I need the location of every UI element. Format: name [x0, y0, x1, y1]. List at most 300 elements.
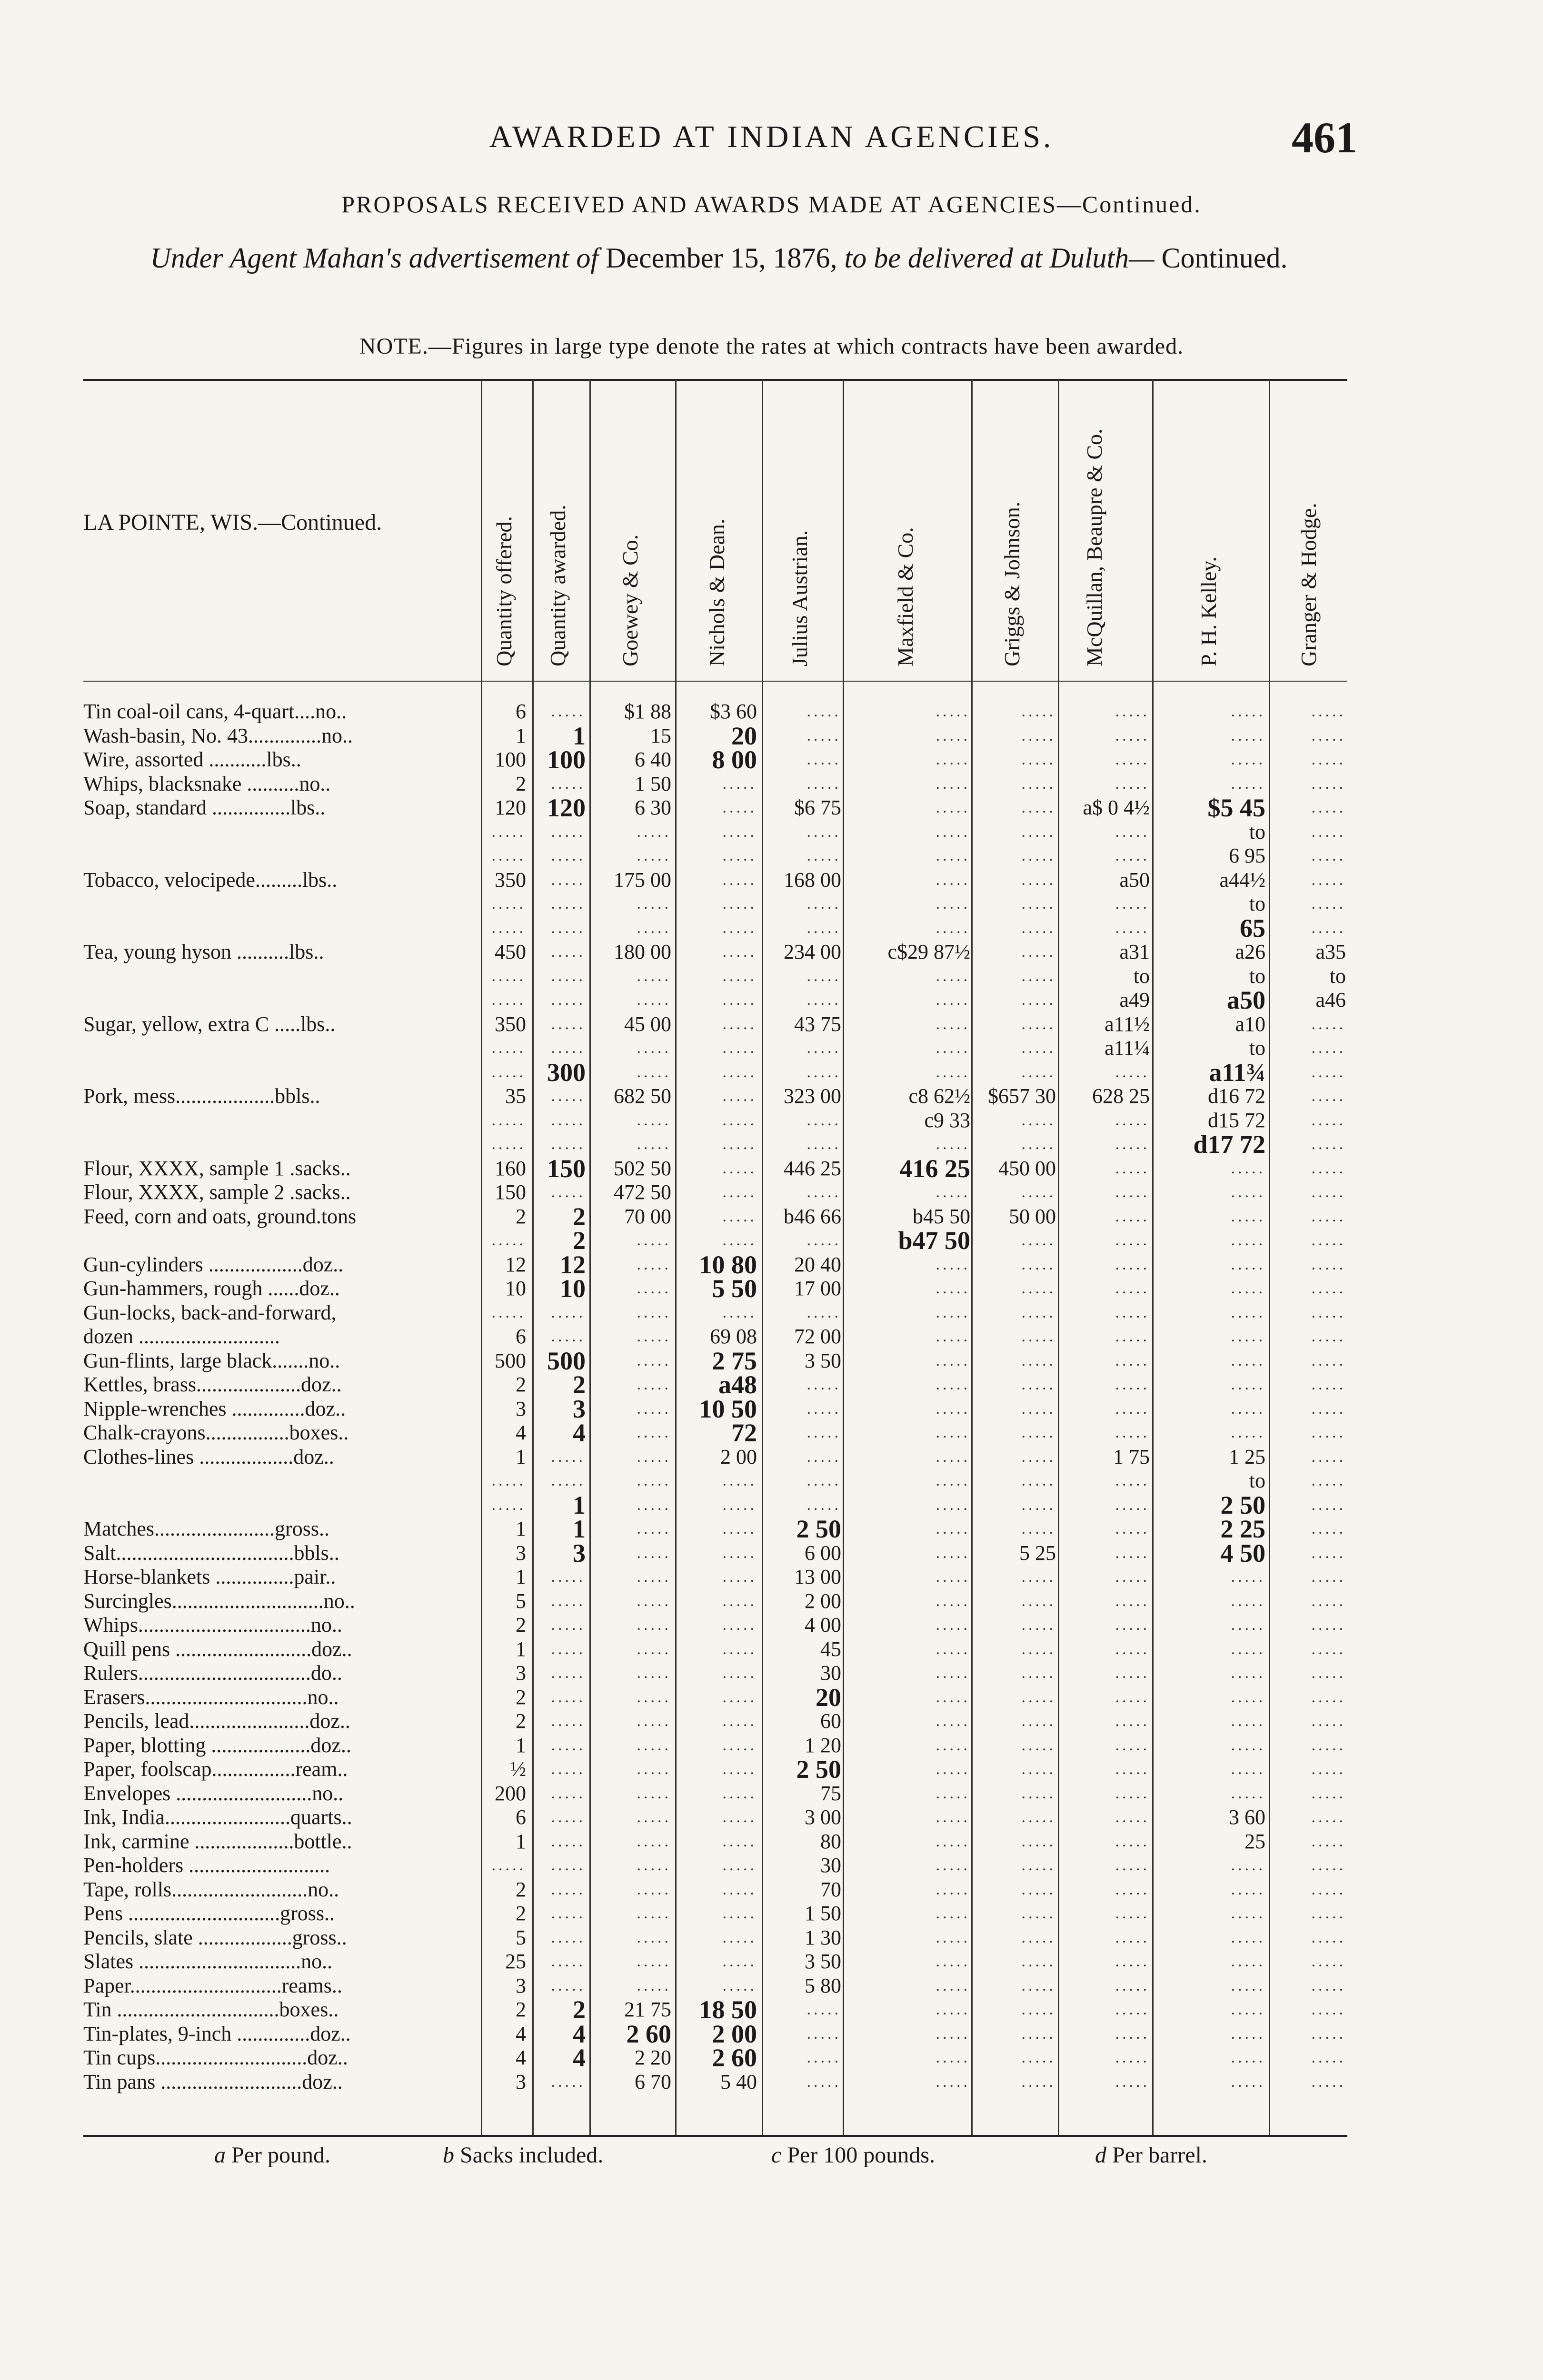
page-number: 461 — [1292, 113, 1357, 162]
table-cell: 416 25 — [899, 1154, 970, 1183]
empty-cell: ..... — [637, 1303, 671, 1321]
empty-cell: ..... — [637, 1351, 671, 1369]
empty-cell: ..... — [637, 1231, 671, 1249]
empty-cell: ..... — [1115, 1736, 1150, 1754]
table-cell: 1 — [516, 1565, 526, 1588]
table-row — [83, 1805, 1347, 1830]
empty-cell: ..... — [1311, 847, 1346, 864]
table-cell: 2 60 — [712, 2043, 757, 2072]
empty-cell: ..... — [551, 1784, 586, 1802]
empty-cell: ..... — [1021, 1015, 1056, 1033]
empty-cell: ..... — [637, 967, 671, 985]
empty-cell: ..... — [1311, 1328, 1346, 1345]
table-row — [83, 1613, 1347, 1637]
table-cell: $6 75 — [794, 796, 841, 819]
table-row — [83, 1370, 1347, 1399]
empty-cell: ..... — [1021, 1496, 1056, 1514]
page-header — [0, 113, 1543, 171]
empty-cell: ..... — [637, 1760, 671, 1778]
empty-cell: ..... — [637, 1832, 671, 1850]
table-cell: 446 25 — [784, 1156, 841, 1180]
table-cell: to — [1133, 964, 1150, 988]
table-cell: ½ — [510, 1757, 526, 1781]
table-row — [83, 1301, 1347, 1325]
empty-cell: ..... — [491, 1231, 526, 1249]
empty-cell: ..... — [1021, 1399, 1056, 1418]
table-cell: d17 72 — [1193, 1130, 1265, 1159]
table-cell: 45 — [820, 1637, 841, 1661]
empty-cell: ..... — [491, 847, 526, 864]
item-name: Slates ...............................no.. — [83, 1950, 333, 1973]
empty-cell: ..... — [491, 967, 526, 985]
empty-cell: ..... — [1021, 1255, 1056, 1273]
table-cell: 6 30 — [635, 796, 671, 819]
item-name: Pencils, lead.......................doz.. — [83, 1709, 350, 1733]
table-cell: 3 50 — [805, 1950, 841, 1973]
empty-cell: ..... — [1231, 1640, 1265, 1658]
empty-cell: ..... — [1231, 1760, 1265, 1778]
table-cell: 43 75 — [794, 1012, 841, 1036]
item-name: Tin pans ...........................doz.. — [83, 2070, 343, 2093]
table-cell: 2 50 — [1220, 1490, 1265, 1519]
item-name: Gun-flints, large black.......no.. — [83, 1349, 340, 1372]
item-name: Paper, foolscap................ream.. — [83, 1757, 348, 1781]
empty-cell: ..... — [936, 1880, 970, 1898]
table-row — [83, 772, 1347, 796]
empty-cell: ..... — [491, 1063, 526, 1081]
empty-cell: ..... — [806, 2049, 841, 2066]
empty-cell: ..... — [1311, 1808, 1346, 1826]
empty-cell: ..... — [1021, 895, 1056, 912]
empty-cell: ..... — [1231, 1880, 1265, 1898]
empty-cell: ..... — [1115, 726, 1150, 744]
empty-cell: ..... — [806, 847, 841, 864]
table-cell: $3 60 — [710, 700, 757, 723]
table-cell: 35 — [505, 1084, 526, 1108]
table-cell: 18 50 — [699, 1995, 757, 2024]
empty-cell: ..... — [1115, 1928, 1150, 1946]
empty-cell: ..... — [1021, 1760, 1056, 1778]
empty-cell: ..... — [806, 751, 841, 768]
empty-cell: ..... — [491, 1303, 526, 1321]
table-row — [83, 1346, 1347, 1375]
table-cell: 1 50 — [635, 772, 671, 795]
empty-cell: ..... — [936, 751, 970, 768]
empty-cell: ..... — [637, 1880, 671, 1898]
table-cell: 3 — [573, 1538, 586, 1567]
empty-cell: ..... — [1231, 1399, 1265, 1418]
empty-cell: ..... — [637, 847, 671, 864]
empty-cell: ..... — [722, 1568, 757, 1586]
empty-cell: ..... — [1115, 1856, 1150, 1874]
item-name: Horse-blankets ...............pair.. — [83, 1565, 336, 1588]
empty-cell: ..... — [1311, 1784, 1346, 1802]
empty-cell: ..... — [551, 847, 586, 864]
table-cell: 1 — [516, 724, 526, 747]
empty-cell: ..... — [1021, 1712, 1056, 1730]
table-cell: 6 — [516, 700, 526, 723]
empty-cell: ..... — [936, 823, 970, 841]
table-cell: 3 00 — [805, 1805, 841, 1829]
empty-cell: ..... — [551, 967, 586, 985]
table-cell: 180 00 — [614, 940, 671, 963]
empty-cell: ..... — [722, 1183, 757, 1201]
table-row — [83, 1274, 1347, 1303]
empty-cell: ..... — [491, 1111, 526, 1129]
item-name: Tin-plates, 9-inch ..............doz.. — [83, 2022, 351, 2045]
empty-cell: ..... — [1311, 1015, 1346, 1033]
empty-cell: ..... — [637, 1616, 671, 1634]
empty-cell: ..... — [551, 1568, 586, 1586]
table-cell: 2 — [516, 1685, 526, 1709]
empty-cell: ..... — [722, 1640, 757, 1658]
table-cell: 2 00 — [805, 1589, 841, 1613]
table-row — [83, 1418, 1347, 1447]
empty-cell: ..... — [1021, 1111, 1056, 1129]
item-name: Whips.................................no.. — [83, 1613, 342, 1636]
table-cell: a10 — [1235, 1012, 1265, 1036]
item-name: Surcingles.............................no.. — [83, 1589, 355, 1613]
item-name: Tin coal-oil cans, 4-quart....no.. — [83, 700, 347, 723]
table-cell: a48 — [718, 1370, 757, 1399]
table-row — [83, 1250, 1347, 1279]
table-cell: 69 08 — [710, 1325, 757, 1348]
empty-cell: ..... — [1311, 1376, 1346, 1393]
table-row — [83, 1132, 1347, 1157]
table-cell: to — [1249, 1036, 1265, 1060]
empty-cell: ..... — [1311, 1736, 1346, 1754]
empty-cell: ..... — [1231, 726, 1265, 744]
empty-cell: ..... — [806, 895, 841, 912]
section-label: LA POINTE, WIS.—Continued. — [83, 510, 382, 535]
empty-cell: ..... — [1231, 2024, 1265, 2043]
item-name: Pens .............................gross.. — [83, 1902, 335, 1925]
empty-cell: ..... — [1021, 1664, 1056, 1682]
empty-cell: ..... — [491, 991, 526, 1009]
table-cell: 2 60 — [626, 2019, 671, 2048]
empty-cell: ..... — [722, 1207, 757, 1225]
empty-cell: ..... — [806, 1496, 841, 1514]
empty-cell: ..... — [551, 1303, 586, 1321]
table-cell: 2 — [516, 1877, 526, 1901]
empty-cell: ..... — [1311, 1856, 1346, 1874]
empty-cell: ..... — [1021, 1976, 1056, 1994]
table-row — [83, 1180, 1347, 1205]
empty-cell: ..... — [936, 2073, 970, 2091]
table-cell: 120 — [495, 796, 526, 819]
table-row — [83, 1325, 1347, 1349]
empty-cell: ..... — [551, 1904, 586, 1922]
table-row — [83, 1469, 1347, 1493]
empty-cell: ..... — [637, 1568, 671, 1586]
table-cell: 502 50 — [614, 1156, 671, 1180]
table-cell: 3 — [516, 1661, 526, 1685]
empty-cell: ..... — [806, 1303, 841, 1321]
empty-cell: ..... — [551, 1688, 586, 1706]
empty-cell: ..... — [1231, 1736, 1265, 1754]
empty-cell: ..... — [1311, 1520, 1346, 1537]
empty-cell: ..... — [936, 1039, 970, 1057]
table-cell: 2 — [516, 1613, 526, 1636]
table-cell: 5 — [516, 1925, 526, 1949]
empty-cell: ..... — [722, 1976, 757, 1994]
empty-cell: ..... — [491, 823, 526, 841]
table-cell: 628 25 — [1092, 1084, 1150, 1108]
table-cell: 10 50 — [699, 1394, 757, 1423]
table-row — [83, 2019, 1347, 2048]
empty-cell: ..... — [1021, 2049, 1056, 2066]
item-name: Matches.......................gross.. — [83, 1517, 329, 1540]
advert-date: December 15, 1876, — [606, 242, 837, 274]
empty-cell: ..... — [936, 1808, 970, 1826]
advert-suffix: Continued. — [1161, 242, 1288, 274]
table-cell: $657 30 — [988, 1084, 1056, 1108]
empty-cell: ..... — [936, 1736, 970, 1754]
empty-cell: ..... — [1021, 1688, 1056, 1706]
empty-cell: ..... — [551, 1832, 586, 1850]
empty-cell: ..... — [1311, 1976, 1346, 1994]
empty-cell: ..... — [1115, 1496, 1150, 1514]
table-cell: 2 — [516, 1902, 526, 1925]
empty-cell: ..... — [1115, 1183, 1150, 1201]
table-cell: 20 — [816, 1683, 841, 1712]
item-name: Chalk-crayons................boxes.. — [83, 1421, 349, 1444]
empty-cell: ..... — [1231, 1328, 1265, 1345]
table-cell: to — [1249, 892, 1265, 915]
empty-cell: ..... — [637, 1928, 671, 1946]
table-cell: a11¾ — [1209, 1058, 1265, 1087]
table-row — [83, 2043, 1347, 2072]
empty-cell: ..... — [936, 726, 970, 744]
empty-cell: ..... — [1231, 1231, 1265, 1249]
empty-cell: ..... — [551, 1953, 586, 1970]
empty-cell: ..... — [1021, 1328, 1056, 1345]
table-cell: 5 80 — [805, 1973, 841, 1997]
empty-cell: ..... — [637, 1496, 671, 1514]
table-cell: 1 20 — [805, 1733, 841, 1757]
empty-cell: ..... — [1115, 1568, 1150, 1586]
empty-cell: ..... — [936, 1544, 970, 1562]
empty-cell: ..... — [637, 1640, 671, 1658]
table-row — [83, 1517, 1347, 1541]
table-cell: 2 20 — [635, 2046, 671, 2069]
table-cell: 234 00 — [784, 940, 841, 963]
empty-cell: ..... — [1231, 1928, 1265, 1946]
empty-cell: ..... — [637, 1424, 671, 1441]
empty-cell: ..... — [1115, 1207, 1150, 1225]
table-cell: 2 50 — [796, 1755, 841, 1784]
item-name: Gun-cylinders ..................doz.. — [83, 1252, 344, 1276]
empty-cell: ..... — [722, 1135, 757, 1153]
footnotes — [0, 2142, 1543, 2180]
empty-cell: ..... — [1231, 2001, 1265, 2018]
empty-cell: ..... — [551, 1808, 586, 1826]
empty-cell: ..... — [936, 1928, 970, 1946]
empty-cell: ..... — [491, 919, 526, 937]
empty-cell: ..... — [1311, 1183, 1346, 1201]
empty-cell: ..... — [806, 1039, 841, 1057]
table-cell: 2 — [573, 1370, 586, 1399]
table-cell: 3 — [516, 1397, 526, 1420]
empty-cell: ..... — [1115, 1328, 1150, 1345]
empty-cell: ..... — [936, 919, 970, 937]
empty-cell: ..... — [936, 1712, 970, 1730]
item-name: Tea, young hyson ..........lbs.. — [83, 940, 324, 963]
table-cell: 1 30 — [805, 1925, 841, 1949]
item-name: Flour, XXXX, sample 1 .sacks.. — [83, 1156, 351, 1180]
table-row — [83, 868, 1347, 892]
empty-cell: ..... — [1115, 1904, 1150, 1922]
empty-cell: ..... — [806, 774, 841, 793]
table-row — [83, 1757, 1347, 1782]
empty-cell: ..... — [1311, 1496, 1346, 1514]
empty-cell: ..... — [551, 895, 586, 912]
empty-cell: ..... — [722, 1520, 757, 1537]
table-cell: 2 — [573, 1226, 586, 1255]
empty-cell: ..... — [551, 919, 586, 937]
table-header-rule — [83, 681, 1347, 682]
table-cell: 2 — [516, 1709, 526, 1733]
table-row — [83, 940, 1347, 964]
empty-cell: ..... — [806, 1231, 841, 1249]
empty-cell: ..... — [936, 1832, 970, 1850]
empty-cell: ..... — [551, 1135, 586, 1153]
empty-cell: ..... — [1311, 1303, 1346, 1321]
item-name: Ink, India........................quarts.. — [83, 1805, 352, 1829]
empty-cell: ..... — [936, 1399, 970, 1418]
empty-cell: ..... — [551, 1472, 586, 1489]
empty-cell: ..... — [1021, 1424, 1056, 1441]
empty-cell: ..... — [1115, 1376, 1150, 1393]
empty-cell: ..... — [637, 1904, 671, 1922]
table-cell: c$29 87½ — [887, 940, 970, 963]
table-cell: a44½ — [1219, 868, 1265, 892]
table-row — [83, 844, 1347, 868]
table-cell: to — [1249, 964, 1265, 988]
empty-cell: ..... — [1115, 2001, 1150, 2018]
empty-cell: ..... — [1021, 799, 1056, 816]
empty-cell: ..... — [936, 871, 970, 889]
table-cell: 10 — [560, 1274, 586, 1303]
table-cell: 150 — [495, 1180, 526, 1204]
empty-cell: ..... — [637, 1039, 671, 1057]
table-cell: to — [1249, 1469, 1265, 1492]
empty-cell: ..... — [936, 847, 970, 864]
table-cell: 500 — [547, 1346, 586, 1375]
table-row — [83, 1226, 1347, 1255]
empty-cell: ..... — [637, 1255, 671, 1273]
empty-cell: ..... — [1115, 1544, 1150, 1562]
empty-cell: ..... — [1311, 1712, 1346, 1730]
empty-cell: ..... — [1115, 2024, 1150, 2043]
item-name: Sugar, yellow, extra C .....lbs.. — [83, 1012, 336, 1036]
table-cell: 6 00 — [805, 1541, 841, 1565]
empty-cell: ..... — [551, 1592, 586, 1610]
table-cell: 20 40 — [794, 1252, 841, 1276]
empty-cell: ..... — [722, 1015, 757, 1033]
table-cell: b45 50 — [913, 1204, 970, 1228]
empty-cell: ..... — [1311, 1568, 1346, 1586]
empty-cell: ..... — [1311, 1640, 1346, 1658]
empty-cell: ..... — [722, 1953, 757, 1970]
empty-cell: ..... — [1115, 1135, 1150, 1153]
empty-cell: ..... — [936, 1351, 970, 1369]
empty-cell: ..... — [1021, 1568, 1056, 1586]
empty-cell: ..... — [722, 774, 757, 793]
empty-cell: ..... — [936, 1303, 970, 1321]
empty-cell: ..... — [806, 1376, 841, 1393]
table-cell: 2 50 — [796, 1515, 841, 1543]
empty-cell: ..... — [1115, 1664, 1150, 1682]
table-row — [83, 1830, 1347, 1854]
empty-cell: ..... — [637, 1472, 671, 1489]
empty-cell: ..... — [491, 1135, 526, 1153]
footnote-c: c Per 100 pounds. — [771, 2142, 935, 2168]
empty-cell: ..... — [1021, 2073, 1056, 2091]
table-cell: 2 00 — [720, 1445, 757, 1468]
item-name: Soap, standard ...............lbs.. — [83, 796, 326, 819]
empty-cell: ..... — [806, 2073, 841, 2091]
empty-cell: ..... — [637, 1399, 671, 1418]
table-row — [83, 1926, 1347, 1950]
table-row — [83, 820, 1347, 844]
empty-cell: ..... — [806, 1183, 841, 1201]
table-cell: 5 40 — [720, 2070, 757, 2093]
table-row — [83, 892, 1347, 916]
empty-cell: ..... — [936, 799, 970, 816]
empty-cell: ..... — [1231, 1303, 1265, 1321]
table-cell: a31 — [1119, 940, 1150, 963]
table-cell: 10 — [505, 1277, 526, 1300]
empty-cell: ..... — [637, 1976, 671, 1994]
empty-cell: ..... — [637, 1712, 671, 1730]
table-cell: 1 — [516, 1517, 526, 1540]
empty-cell: ..... — [1231, 1183, 1265, 1201]
empty-cell: ..... — [1311, 1904, 1346, 1922]
empty-cell: ..... — [1021, 2001, 1056, 2018]
empty-cell: ..... — [806, 1111, 841, 1129]
empty-cell: ..... — [936, 1448, 970, 1466]
empty-cell: ..... — [936, 1568, 970, 1586]
empty-cell: ..... — [637, 1784, 671, 1802]
table-cell: 30 — [820, 1661, 841, 1685]
empty-cell: ..... — [551, 774, 586, 793]
table-cell: d15 72 — [1208, 1108, 1265, 1132]
empty-cell: ..... — [1231, 1688, 1265, 1706]
empty-cell: ..... — [551, 1640, 586, 1658]
empty-cell: ..... — [1021, 1904, 1056, 1922]
table-row — [83, 1782, 1347, 1806]
empty-cell: ..... — [1021, 1856, 1056, 1874]
empty-cell: ..... — [1115, 1616, 1150, 1634]
table-cell: 20 — [731, 721, 757, 750]
empty-cell: ..... — [1311, 1664, 1346, 1682]
empty-cell: ..... — [722, 1159, 757, 1177]
table-cell: 300 — [547, 1058, 586, 1087]
empty-cell: ..... — [1231, 1568, 1265, 1586]
item-name: Wire, assorted ...........lbs.. — [83, 748, 301, 771]
item-name: Flour, XXXX, sample 2 .sacks.. — [83, 1180, 351, 1204]
empty-cell: ..... — [1311, 1832, 1346, 1850]
table-bottom-rule — [83, 2135, 1347, 2137]
empty-cell: ..... — [1115, 1255, 1150, 1273]
note: NOTE.—Figures in large type denote the rates at which contracts have been awarded. — [359, 334, 1184, 359]
empty-cell: ..... — [551, 1183, 586, 1201]
empty-cell: ..... — [551, 1448, 586, 1466]
empty-cell: ..... — [1021, 1953, 1056, 1970]
empty-cell: ..... — [936, 967, 970, 985]
table-cell: 4 — [573, 1418, 586, 1447]
